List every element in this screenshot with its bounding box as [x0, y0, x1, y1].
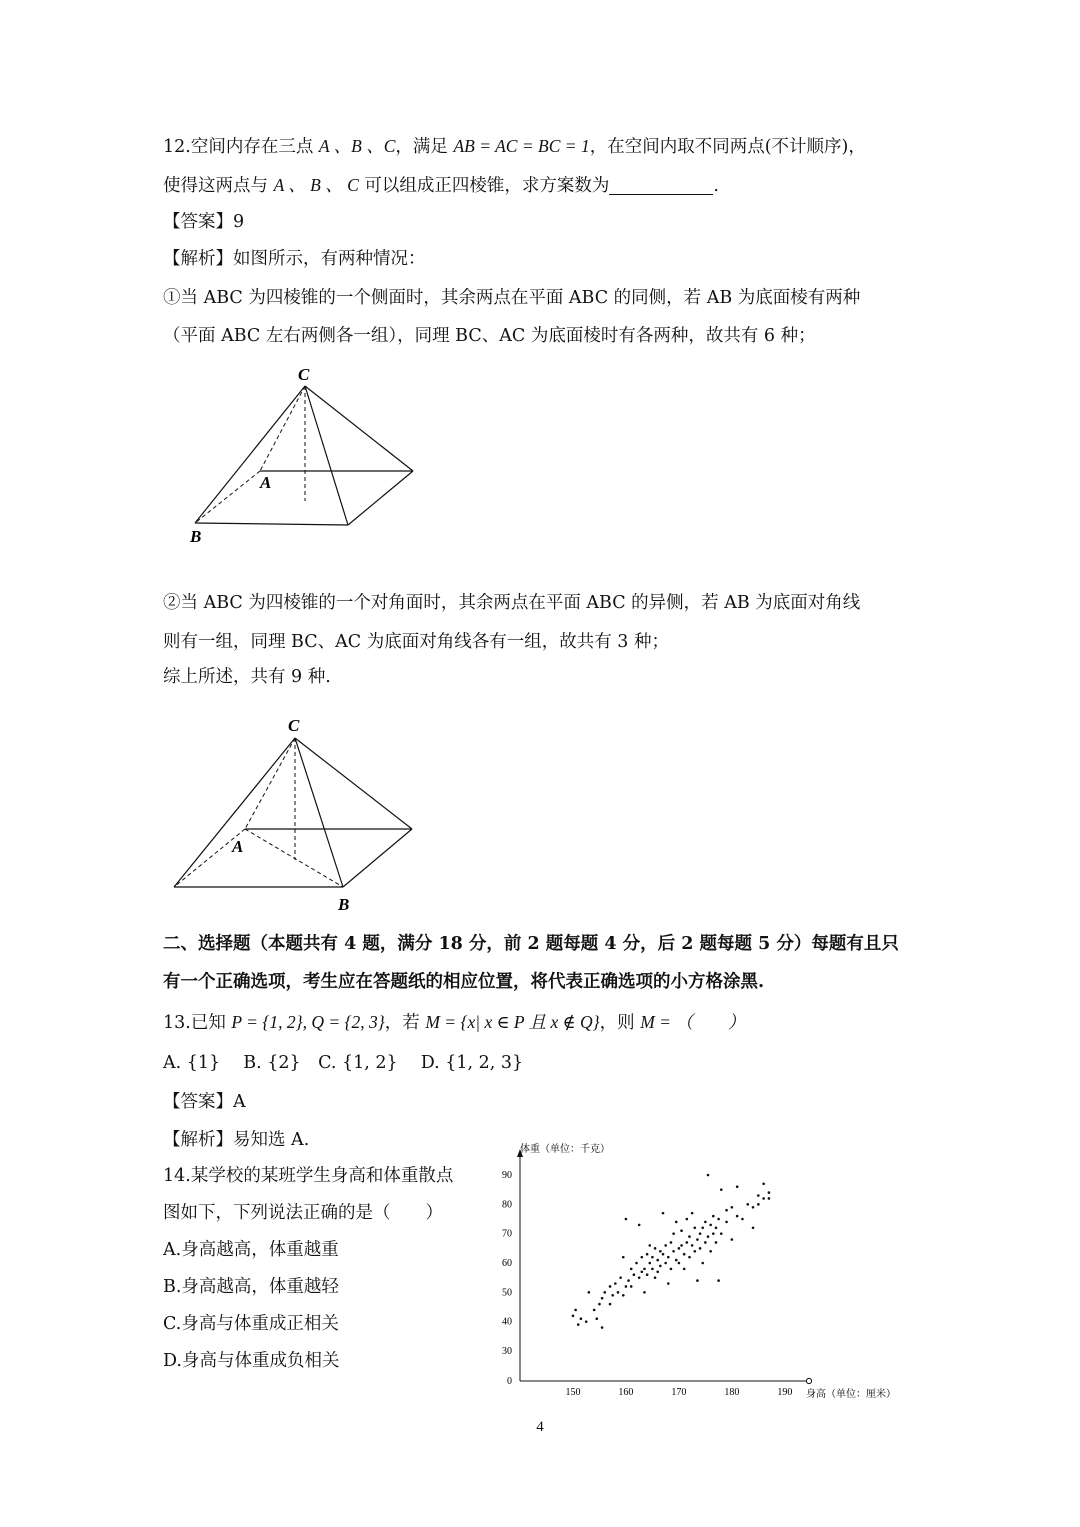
scatter-point: [715, 1241, 718, 1244]
fig1-label-c: C: [298, 365, 310, 384]
scatter-point: [768, 1191, 771, 1194]
scatter-point: [662, 1253, 665, 1256]
scatter-point: [686, 1241, 689, 1244]
fig2-edge-ca-hidden: [245, 738, 295, 829]
scatter-point: [664, 1262, 667, 1265]
q13-options: A. {1} B. {2} C. {1, 2} D. {1, 2, 3}: [163, 1053, 524, 1073]
scatter-point: [757, 1194, 760, 1197]
scatter-point: [667, 1282, 670, 1285]
y-tick-label: 40: [502, 1316, 512, 1328]
scatter-point: [638, 1224, 641, 1227]
scatter-point: [638, 1276, 641, 1279]
scatter-point: [691, 1244, 694, 1247]
y-tick-label: 80: [502, 1199, 512, 1211]
scatter-point: [678, 1247, 681, 1250]
scatter-point: [704, 1241, 707, 1244]
scatter-point: [762, 1183, 765, 1186]
scatter-point: [651, 1268, 654, 1271]
fig2-label-a: A: [232, 837, 244, 856]
q13-stem-mid: ，若: [384, 1013, 426, 1033]
q14-option-d: D.身高与体重成负相关: [163, 1351, 340, 1371]
scatter-point: [651, 1256, 654, 1259]
scatter-point: [609, 1285, 612, 1288]
scatter-point: [664, 1244, 667, 1247]
q13-analysis: 【解析】易知选 A.: [163, 1130, 310, 1150]
q12-stem2-mid: 可以组成正四棱锥，求方案数为: [358, 176, 610, 196]
y-tick-label: 0: [507, 1376, 512, 1387]
q13-set-m: M = {x| x ∈ P 且 x ∉ Q}: [425, 1012, 600, 1032]
q12-points: A 、B 、C: [318, 136, 396, 156]
scatter-point: [678, 1262, 681, 1265]
q12-stem-prefix: 12.空间内存在三点: [163, 137, 319, 157]
q12-stem-suffix: ，在空间内取不同两点(不计顺序)，: [589, 137, 866, 157]
scatter-point: [593, 1309, 596, 1312]
q12-analysis: 【解析】如图所示，有两种情况：: [163, 249, 426, 269]
scatter-point: [580, 1317, 583, 1320]
q14-option-b: B.身高越高，体重越轻: [163, 1277, 339, 1297]
scatter-point: [577, 1323, 580, 1326]
scatter-point: [609, 1303, 612, 1306]
scatter-point: [720, 1188, 723, 1191]
q12-answer: 【答案】9: [163, 212, 245, 232]
scatter-point: [680, 1229, 683, 1232]
scatter-point: [683, 1268, 686, 1271]
height-weight-scatter-chart: [490, 1135, 930, 1400]
scatter-point: [757, 1203, 760, 1206]
scatter-point: [715, 1227, 718, 1230]
fig1-edge-ca-hidden: [260, 386, 305, 471]
section2-header-line2: 有一个正确选项，考生应在答题纸的相应位置，将代表正确选项的小方格涂黑.: [163, 972, 765, 992]
q12-stem-line1: [163, 133, 866, 160]
scatter-point: [654, 1247, 657, 1250]
q12-equation: AB = AC = BC = 1: [453, 136, 590, 156]
scatter-point: [675, 1221, 678, 1224]
scatter-point: [768, 1197, 771, 1200]
scatter-point: [688, 1256, 691, 1259]
q12-case1-line2: （平面 ABC 左右两侧各一组），同理 BC、AC 为底面棱时有各两种，故共有 6 种；: [163, 326, 816, 346]
fig2-edge-right-base: [343, 829, 412, 887]
q12-case2-line2: 则有一组，同理 BC、AC 为底面对角线各有一组，故共有 3 种；: [163, 632, 669, 652]
q13-stem: [163, 1009, 745, 1036]
q13-answer: 【答案】A: [163, 1092, 246, 1112]
scatter-point: [712, 1215, 715, 1218]
scatter-point: [709, 1250, 712, 1253]
q14-stem-line2: 图如下，下列说法正确的是（ ）: [163, 1203, 443, 1223]
scatter-point: [667, 1256, 670, 1259]
fig1-edge-right-base: [348, 471, 413, 525]
scatter-point: [614, 1282, 617, 1285]
scatter-point: [672, 1250, 675, 1253]
scatter-point: [635, 1262, 638, 1265]
scatter-point: [731, 1238, 734, 1241]
q13-stem-c: ，则: [599, 1013, 641, 1033]
scatter-point: [619, 1276, 622, 1279]
scatter-point: [736, 1185, 739, 1188]
pyramid-figure-1: [180, 360, 430, 550]
x-tick-label: 170: [671, 1387, 687, 1398]
x-tick-label: 180: [724, 1387, 740, 1398]
fig1-edge-cb: [195, 386, 305, 523]
scatter-point: [641, 1256, 644, 1259]
fig1-label-b: B: [190, 527, 202, 546]
scatter-point: [617, 1291, 620, 1294]
q12-stem2-end: .: [713, 176, 719, 196]
scatter-point: [741, 1218, 744, 1221]
fig1-label-a: A: [260, 473, 272, 492]
y-tick-label: 60: [502, 1258, 512, 1269]
scatter-point: [588, 1291, 591, 1294]
pyramid-figure-2: [160, 710, 430, 915]
scatter-point: [572, 1315, 575, 1318]
scatter-point: [662, 1212, 665, 1215]
scatter-point: [672, 1232, 675, 1235]
scatter-point: [717, 1279, 720, 1282]
x-tick-label: 150: [565, 1387, 581, 1398]
fig2-edge-ab-hidden: [245, 829, 343, 887]
scatter-point: [648, 1244, 651, 1247]
scatter-point: [683, 1253, 686, 1256]
scatter-point: [670, 1241, 673, 1244]
fig1-edge-front-base: [195, 523, 348, 525]
q14-stem-line1: 14.某学校的某班学生身高和体重散点: [163, 1166, 454, 1186]
fig2-label-c: C: [288, 716, 300, 735]
scatter-point: [625, 1218, 628, 1221]
scatter-point: [654, 1276, 657, 1279]
q12-case2-line1: ②当 ABC 为四棱锥的一个对角面时，其余两点在平面 ABC 的异侧，若 AB 为底面对角线: [163, 593, 861, 613]
scatter-point: [595, 1317, 598, 1320]
scatter-point: [686, 1218, 689, 1221]
scatter-point: [646, 1273, 649, 1276]
scatter-point: [603, 1291, 606, 1294]
scatter-point: [707, 1235, 710, 1238]
fig2-edge-c-right: [295, 738, 412, 829]
scatter-point: [731, 1206, 734, 1209]
scatter-point: [688, 1235, 691, 1238]
scatter-point: [622, 1294, 625, 1297]
scatter-point: [633, 1273, 636, 1276]
scatter-point: [699, 1247, 702, 1250]
scatter-point: [630, 1268, 633, 1271]
fig2-label-b: B: [338, 895, 350, 914]
scatter-point: [720, 1232, 723, 1235]
q14-option-a: A.身高越高，体重越重: [163, 1240, 339, 1260]
scatter-point: [762, 1197, 765, 1200]
fig1-edge-c-front: [305, 386, 348, 525]
q13-stem-prefix: 13.已知: [163, 1013, 232, 1033]
fig1-edge-ab-hidden: [195, 471, 260, 523]
scatter-point: [625, 1285, 628, 1288]
x-axis-label: 身高（单位：厘米）: [806, 1389, 896, 1400]
scatter-point: [585, 1320, 588, 1323]
scatter-point: [601, 1297, 604, 1300]
q14-option-c: C.身高与体重成正相关: [163, 1314, 339, 1334]
q12-points-2: A 、 B 、 C: [273, 175, 359, 195]
scatter-point: [701, 1262, 704, 1265]
scatter-point: [712, 1232, 715, 1235]
scatter-point: [611, 1294, 614, 1297]
scatter-point: [696, 1279, 699, 1282]
scatter-point: [598, 1303, 601, 1306]
scatter-point: [701, 1227, 704, 1230]
fig1-edge-c-right: [305, 386, 413, 471]
scatter-point: [725, 1221, 728, 1224]
fig2-edge-cb: [295, 738, 343, 887]
q12-case1-line1: ①当 ABC 为四棱锥的一个侧面时，其余两点在平面 ABC 的同侧，若 AB 为底面棱有两种: [163, 288, 861, 308]
scatter-point: [627, 1279, 630, 1282]
scatter-point: [736, 1215, 739, 1218]
q12-stem-mid: ，满足: [395, 137, 454, 157]
scatter-point: [693, 1250, 696, 1253]
scatter-point: [656, 1259, 659, 1262]
scatter-point: [707, 1174, 710, 1177]
scatter-point: [704, 1221, 707, 1224]
q13-stem-end: M = （ ）: [640, 1012, 746, 1032]
q12-stem-line2: [163, 172, 719, 199]
scatter-point: [601, 1326, 604, 1329]
scatter-point: [696, 1238, 699, 1241]
section2-header-line1: 二、选择题（本题共有 4 题，满分 18 分，前 2 题每题 4 分，后 2 题每题 5 分）每题有且只: [163, 934, 899, 954]
scatter-point: [574, 1309, 577, 1312]
page-number: 4: [536, 1419, 544, 1435]
scatter-point: [646, 1253, 649, 1256]
scatter-point: [643, 1268, 646, 1271]
scatter-point: [693, 1227, 696, 1230]
scatter-point: [699, 1232, 702, 1235]
scatter-point: [656, 1271, 659, 1274]
scatter-point: [752, 1206, 755, 1209]
x-axis-arrow-head: [806, 1378, 811, 1383]
y-tick-label: 30: [502, 1346, 512, 1357]
scatter-point: [725, 1209, 728, 1212]
scatter-point: [717, 1218, 720, 1221]
scatter-point: [659, 1265, 662, 1268]
q13-sets: P = {1, 2}, Q = {2, 3}: [231, 1012, 385, 1032]
scatter-point: [709, 1224, 712, 1227]
scatter-point: [680, 1244, 683, 1247]
scatter-point: [659, 1250, 662, 1253]
y-tick-label: 70: [502, 1228, 512, 1240]
scatter-point: [691, 1212, 694, 1215]
scatter-point: [630, 1285, 633, 1288]
scatter-point: [648, 1262, 651, 1265]
scatter-point: [641, 1271, 644, 1274]
q12-stem2-prefix: 使得这两点与: [163, 176, 274, 196]
q12-summary: 综上所述，共有 9 种.: [163, 667, 331, 687]
scatter-point: [622, 1256, 625, 1259]
y-tick-label: 90: [502, 1170, 512, 1181]
answer-blank: [609, 176, 713, 195]
scatter-point: [746, 1203, 749, 1206]
scatter-point: [752, 1227, 755, 1230]
scatter-point: [670, 1268, 673, 1271]
scatter-point: [643, 1291, 646, 1294]
fig2-edge-c-left: [174, 738, 295, 887]
scatter-point: [675, 1259, 678, 1262]
x-tick-label: 190: [777, 1387, 793, 1398]
x-tick-label: 160: [618, 1387, 634, 1398]
y-tick-label: 50: [502, 1287, 512, 1299]
y-axis-label: 体重（单位：千克）: [520, 1144, 610, 1155]
